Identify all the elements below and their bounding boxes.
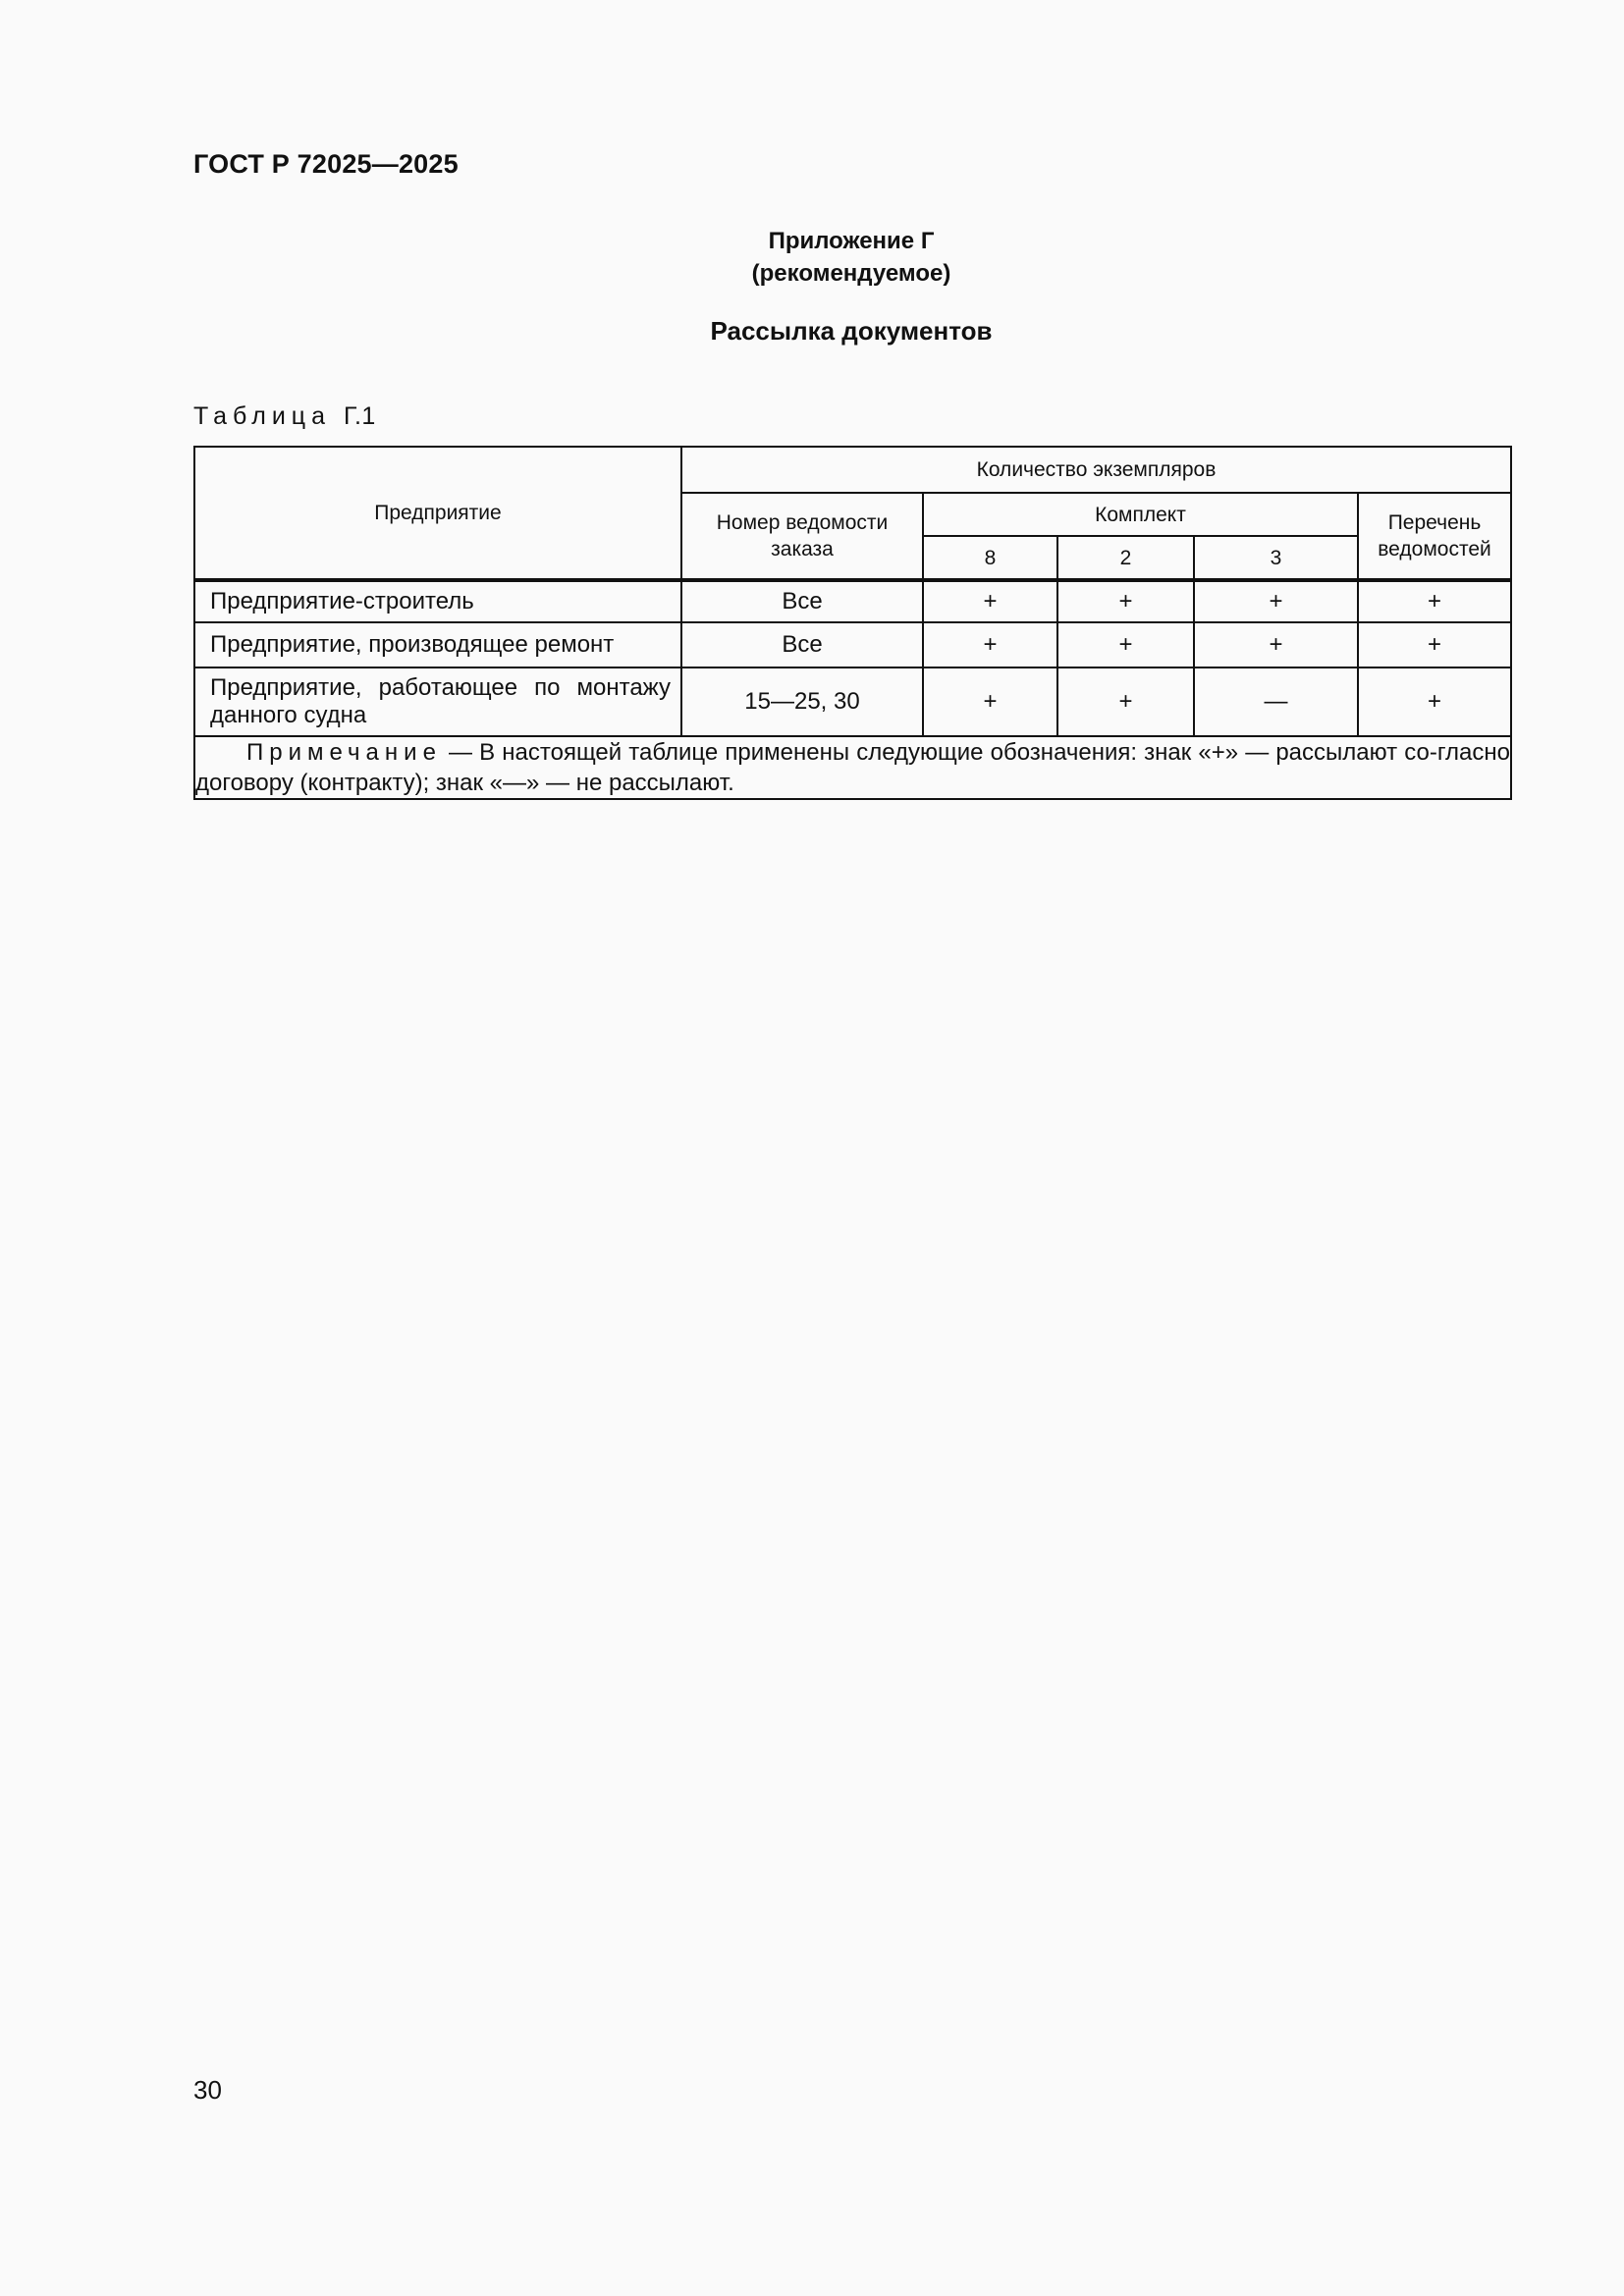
note-text: — В настоящей таблице применены следующие обозначения: знак «+» — рассылают со-гласно договору (контракту); знак «—» — не рассылают. (195, 739, 1510, 796)
header-set-3: 3 (1194, 536, 1358, 579)
row-order: Все (681, 581, 923, 622)
appendix-type: (рекомендуемое) (751, 260, 951, 287)
row-enterprise: Предприятие, работающее по монтажу данного судна (194, 667, 681, 736)
appendix-title: Приложение Г (768, 228, 935, 254)
table-row (194, 667, 1511, 736)
distribution-table (193, 446, 1512, 800)
table-caption (193, 402, 376, 431)
header-set-8: 8 (923, 536, 1057, 579)
row-set-8: + (923, 581, 1057, 622)
row-set-2: + (1057, 581, 1194, 622)
row-list: + (1358, 622, 1511, 667)
row-set-2: + (1057, 622, 1194, 667)
row-set-2: + (1057, 667, 1194, 736)
header-set-2: 2 (1057, 536, 1194, 579)
document-header: ГОСТ Р 72025—2025 (193, 149, 459, 179)
row-set-3: — (1194, 667, 1358, 736)
header-order-sheet: Номер ведомости заказа (681, 493, 923, 579)
row-set-3: + (1194, 622, 1358, 667)
row-set-8: + (923, 622, 1057, 667)
row-enterprise: Предприятие-строитель (194, 581, 681, 622)
row-order: Все (681, 622, 923, 667)
section-title: Рассылка документов (710, 316, 993, 346)
row-order: 15—25, 30 (681, 667, 923, 736)
table-note-row (194, 736, 1511, 799)
row-set-8: + (923, 667, 1057, 736)
table-caption-number: Г.1 (343, 402, 376, 430)
header-set: Комплект (923, 493, 1358, 536)
row-list: + (1358, 581, 1511, 622)
row-enterprise: Предприятие, производящее ремонт (194, 622, 681, 667)
table-row (194, 581, 1511, 622)
note-label: Примечание (246, 739, 442, 766)
table-note (194, 736, 1511, 799)
row-list: + (1358, 667, 1511, 736)
appendix-heading (0, 225, 1624, 290)
header-copies: Количество экземпляров (681, 447, 1511, 493)
header-enterprise: Предприятие (194, 447, 681, 579)
header-list: Перечень ведомостей (1358, 493, 1511, 579)
table-row (194, 622, 1511, 667)
page-number: 30 (193, 2075, 222, 2105)
table-caption-word: Таблица (193, 402, 332, 430)
row-set-3: + (1194, 581, 1358, 622)
